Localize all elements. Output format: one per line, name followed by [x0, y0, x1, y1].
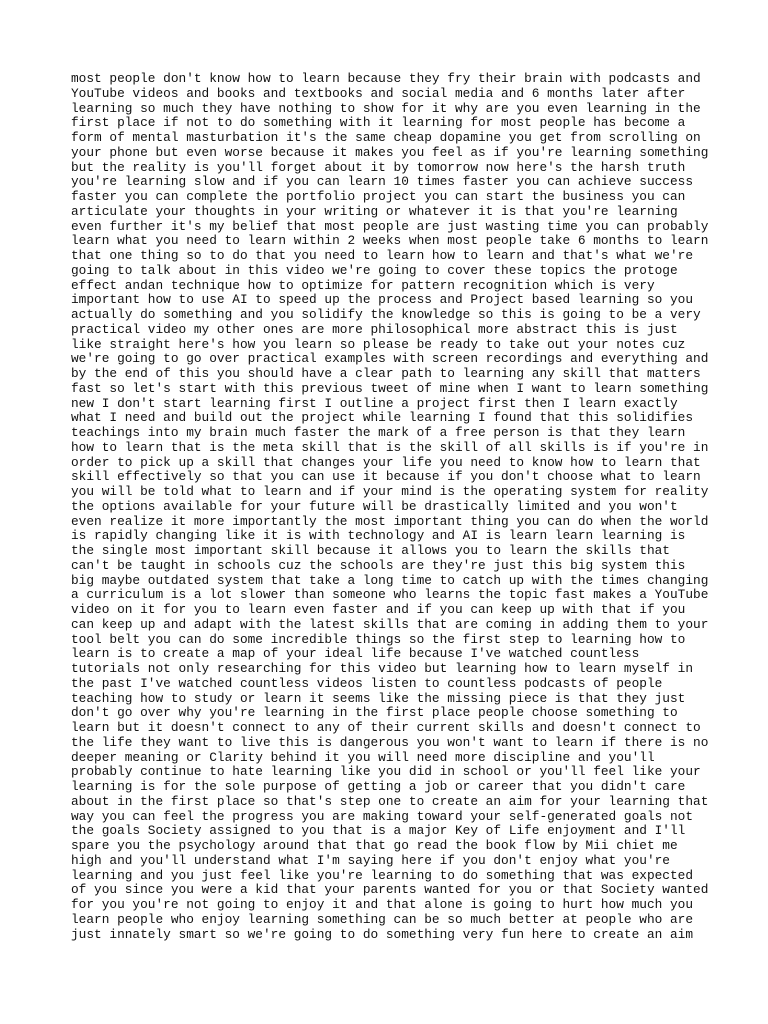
text-line: big maybe outdated system that take a long time to catch up with the times changing	[71, 572, 709, 588]
text-line: but the reality is you'll forget about it by tomorrow now here's the harsh truth	[71, 159, 686, 175]
text-line: of you since you were a kid that your parents wanted for you or that Society wanted	[71, 882, 709, 898]
text-line: the options available for your future will be drastically limited and you won't	[71, 498, 678, 514]
text-line: video on it for you to learn even faster and if you can keep up with that if you	[71, 602, 686, 617]
text-line: can keep up and adapt with the latest skills that are coming in adding them to your	[71, 616, 709, 632]
text-line: new I don't start learning first I outline a project first then I learn exactly	[71, 395, 678, 411]
text-line: don't go over why you're learning in the first place people choose something to	[71, 705, 678, 721]
text-line: learning so much they have nothing to show for it why are you even learning in the	[71, 100, 701, 116]
text-line: most people don't know how to learn because they fry their brain with podcasts and	[71, 71, 701, 86]
text-line: the past I've watched countless videos listen to countless podcasts of people	[71, 675, 663, 691]
text-line: that one thing so to do that you need to learn how to learn and that's what we're	[71, 248, 694, 263]
text-line: fast so let's start with this previous tweet of mine when I want to learn something	[71, 380, 709, 396]
text-line: even further it's my belief that most people are just wasting time you can probably	[71, 218, 709, 234]
text-line: a curriculum is a lot slower than someone who learns the topic fast makes a YouTube	[71, 587, 709, 603]
text-line: learn but it doesn't connect to any of their current skills and doesn't connect to	[71, 720, 701, 735]
text-line: the single most important skill because it allows you to learn the skills that	[71, 543, 670, 558]
text-line: teaching how to study or learn it seems like the missing piece is that they just	[71, 690, 686, 706]
text-line: you're learning slow and if you can learn 10 times faster you can achieve success	[71, 174, 694, 190]
text-line: just innately smart so we're going to do something very fun here to create an aim	[71, 926, 694, 942]
text-line: like straight here's how you learn so please be ready to take out your notes cuz	[71, 336, 686, 352]
text-line: probably continue to hate learning like you did in school or you'll feel like your	[71, 764, 701, 780]
text-line: your phone but even worse because it makes you feel as if you're learning something	[71, 144, 709, 160]
text-line: by the end of this you should have a clear path to learning any skill that matters	[71, 366, 701, 381]
text-line: tutorials not only researching for this video but learning how to learn myself in	[71, 661, 694, 676]
text-line: practical video my other ones are more philosophical more abstract this is just	[71, 321, 678, 337]
text-line: skill effectively so that you can use it because if you don't choose what to learn	[71, 469, 701, 485]
text-line: important how to use AI to speed up the process and Project based learning so you	[71, 292, 694, 308]
text-line: way you can feel the progress you are making toward your self-generated goals not	[71, 808, 694, 824]
text-line: how to learn that is the meta skill that is the skill of all skills is if you're in	[71, 439, 709, 455]
text-line: learning and you just feel like you're learning to do something that was expected	[71, 867, 694, 883]
text-line: what I need and build out the project while learning I found that this solidifies	[71, 410, 694, 426]
text-line: form of mental masturbation it's the same cheap dopamine you get from scrolling on	[71, 130, 701, 145]
text-line: learn people who enjoy learning something can be so much better at people who are	[71, 911, 694, 927]
text-line: learn is to create a map of your ideal life because I've watched countless	[71, 646, 640, 662]
text-line: actually do something and you solidify the knowledge so this is going to be a very	[71, 307, 701, 322]
text-line: for you you're not going to enjoy it and that alone is going to hurt how much you	[71, 897, 694, 912]
text-line: spare you the psychology around that that go read the book flow by Mii chiet me	[71, 838, 678, 853]
text-line: first place if not to do something with it learning for most people has become a	[71, 115, 686, 131]
text-line: order to pick up a skill that changes your life you need to know how to learn that	[71, 454, 701, 470]
text-line: we're going to go over practical examples with screen recordings and everything and	[71, 351, 709, 367]
text-line: effect andan technique how to optimize for pattern recognition which is very	[71, 277, 655, 293]
text-line: learning is for the sole purpose of getting a job or career that you didn't care	[71, 779, 686, 794]
text-line: articulate your thoughts in your writing or whatever it is that you're learning	[71, 203, 678, 219]
text-line: faster you can complete the portfolio project you can start the business you can	[71, 189, 686, 204]
text-line: the life they want to live this is dangerous you won't want to learn if there is no	[71, 734, 709, 750]
text-line: tool belt you can do some incredible things so the first step to learning how to	[71, 631, 686, 647]
text-line: you will be told what to learn and if your mind is the operating system for reality	[71, 484, 709, 499]
text-line: going to talk about in this video we're going to cover these topics the protoge	[71, 262, 678, 278]
text-line: teachings into my brain much faster the mark of a free person is that they learn	[71, 425, 686, 440]
text-line: the goals Society assigned to you that is a major Key of Life enjoyment and I'll	[71, 823, 686, 839]
text-line: about in the first place so that's step one to create an aim for your learning that	[71, 793, 709, 809]
text-line: deeper meaning or Clarity behind it you will need more discipline and you'll	[71, 749, 655, 765]
text-line: is rapidly changing like it is with technology and AI is learn learn learning is	[71, 528, 686, 544]
text-line: learn what you need to learn within 2 weeks when most people take 6 months to learn	[71, 233, 709, 249]
transcript-text	[71, 72, 711, 942]
text-line: can't be taught in schools cuz the schools are they're just this big system this	[71, 557, 686, 573]
text-line: high and you'll understand what I'm saying here if you don't enjoy what you're	[71, 852, 670, 868]
text-line: YouTube videos and books and textbooks and social media and 6 months later after	[71, 85, 686, 101]
text-line: even realize it more importantly the most important thing you can do when the world	[71, 513, 709, 529]
